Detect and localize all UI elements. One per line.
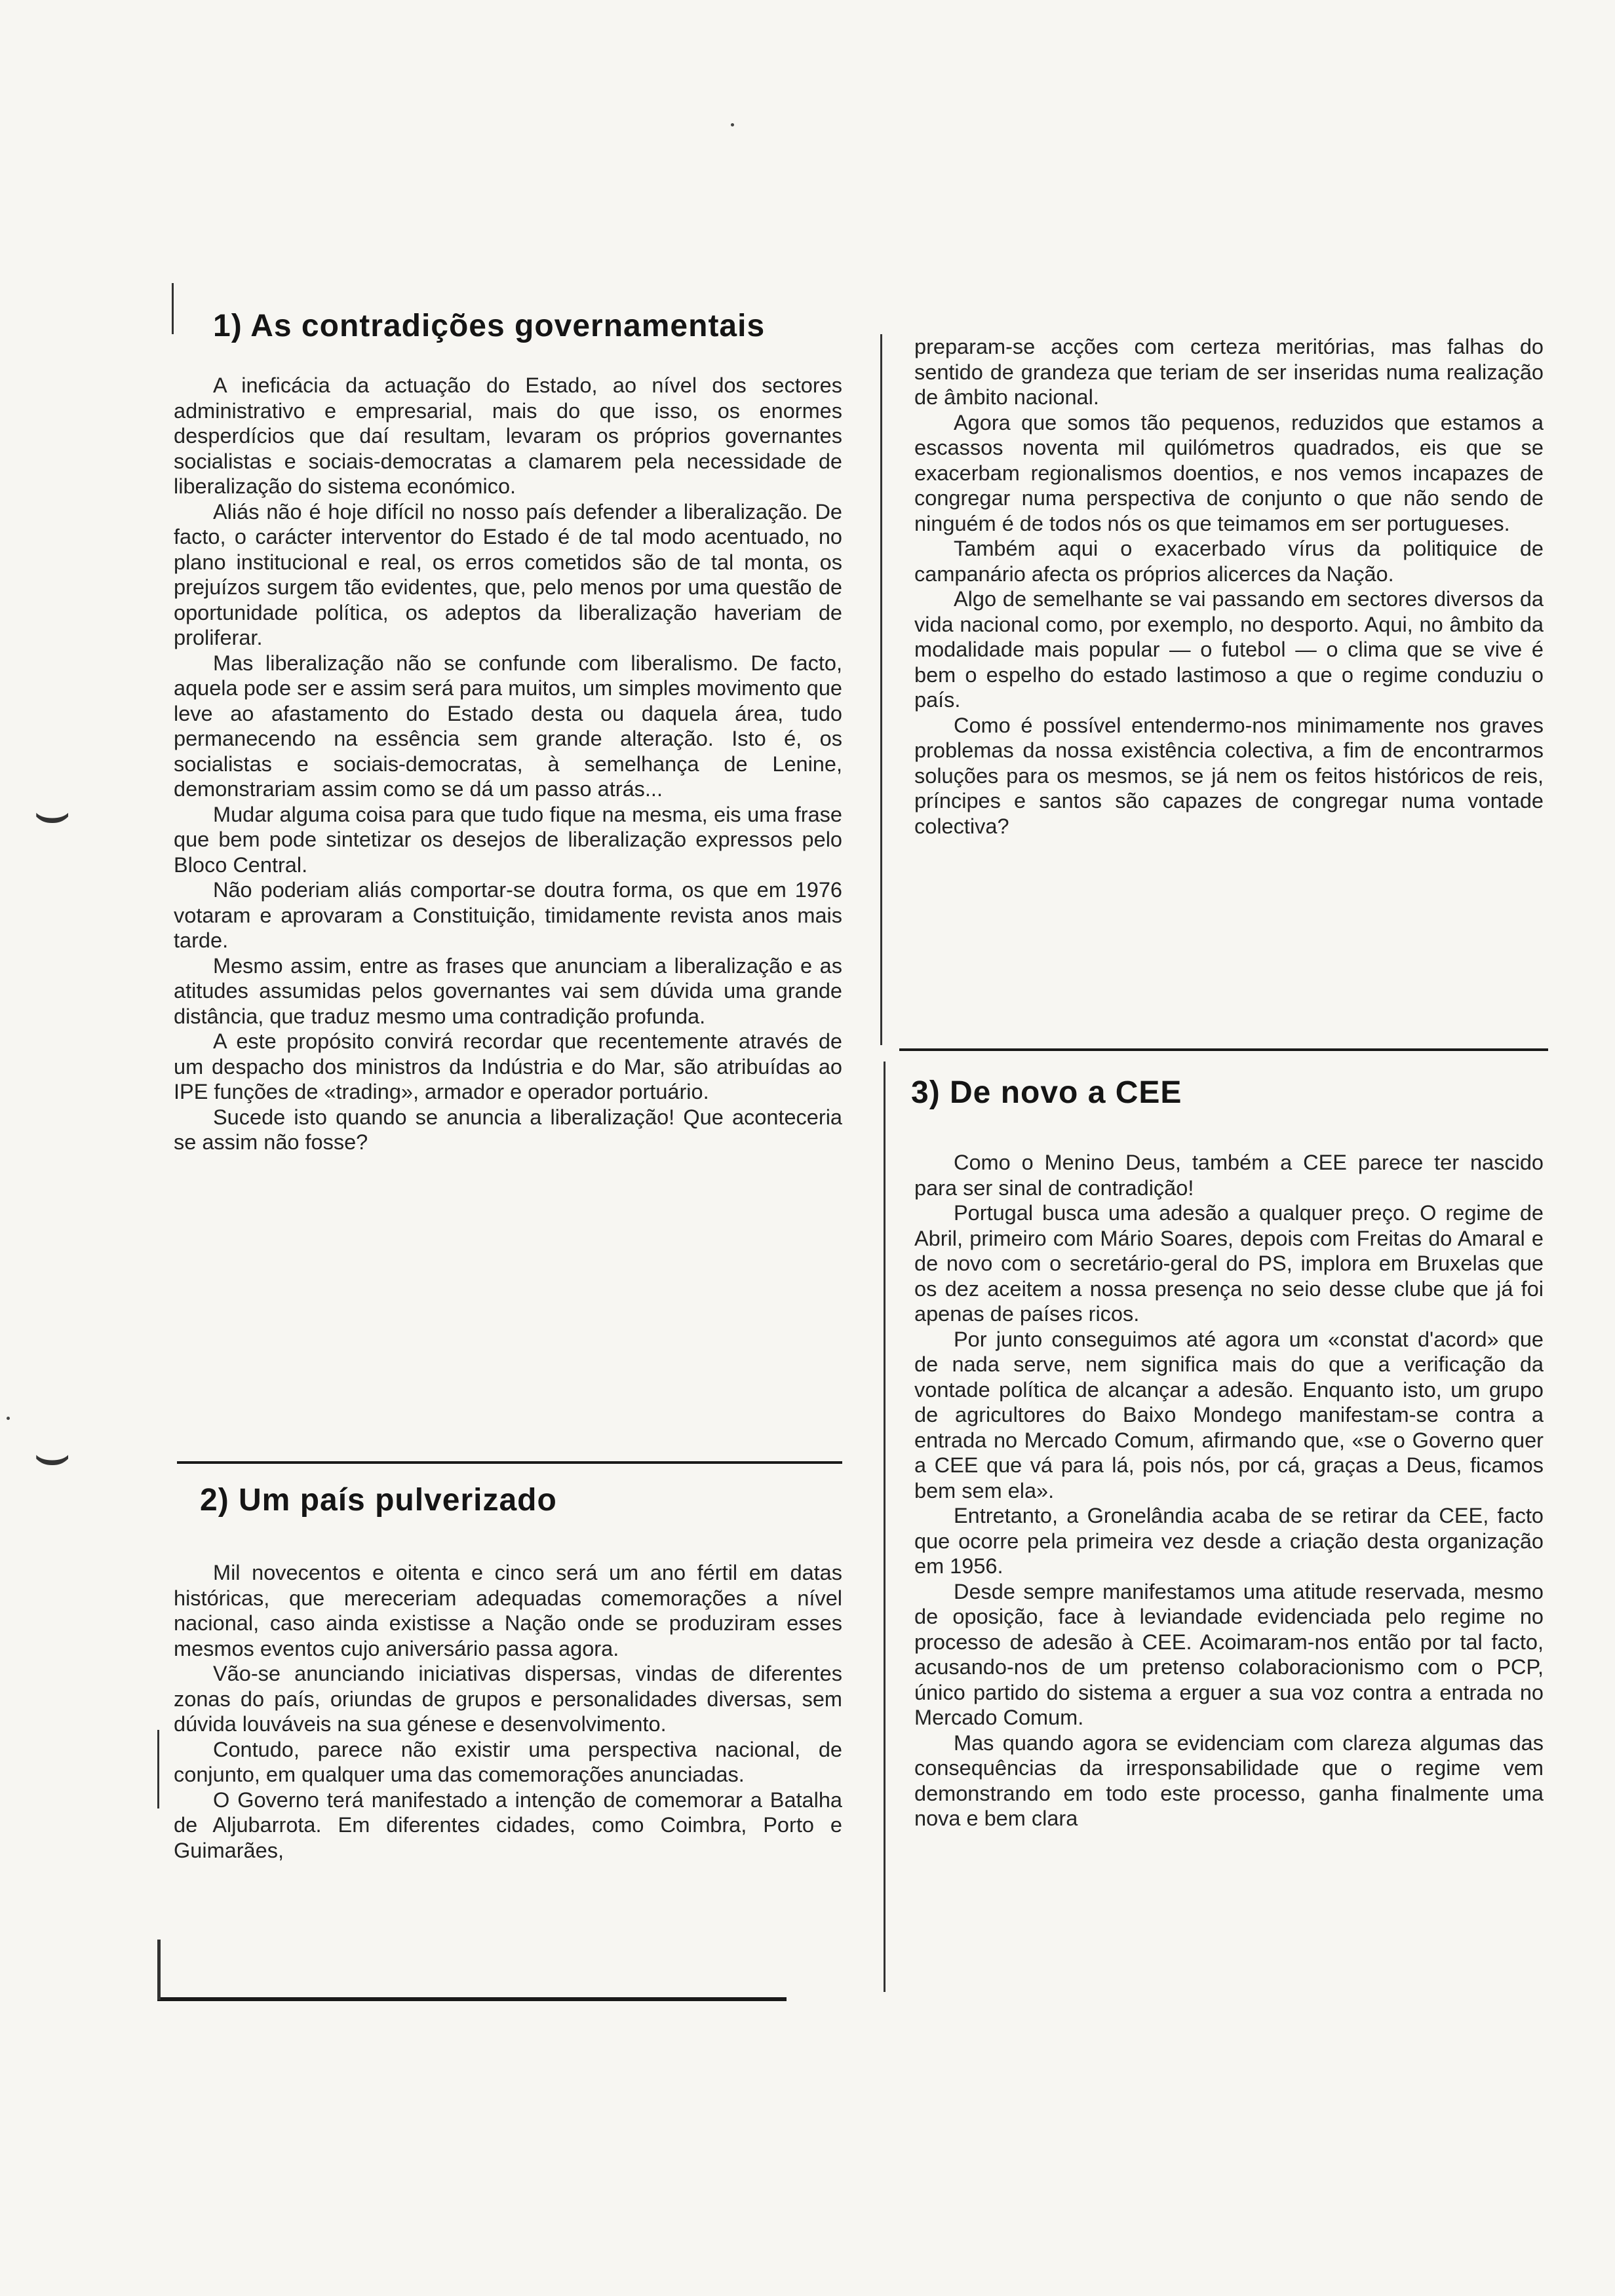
paragraph: Sucede isto quando se anuncia a liberalização! Que aconteceria se assim não fosse? [174,1105,842,1154]
section-3 [911,1075,1544,1831]
paragraph: Vão-se anunciando iniciativas dispersas, vindas de diferentes zonas do país, oriundas de grupos e personalidades diversas, sem dúvida louváveis na sua génese e desenvolvimento. [174,1662,842,1736]
speck [731,123,734,126]
binder-hole-mark: ⌣ [33,780,72,845]
column-separator [880,334,882,1045]
left-column [174,308,842,1171]
paragraph: Agora que somos tão pequenos, reduzidos que estamos a escassos noventa mil quilómetros quadrados, eis que se exacerbam regionalismos doentios, e nos vemos incapazes de congregar numa perspectiva de conjunto o que não sendo de ninguém é de todos nós os que teimamos em ser portugueses. [914,410,1544,535]
binder-hole-mark: ⌣ [33,1422,72,1487]
column-separator [884,1062,885,1992]
paragraph: Mas quando agora se evidenciam com clareza algumas das consequências da irresponsabilidade que o regime vem demonstrando em todo este processo, ganha finalmente uma nova e bem clara [914,1731,1544,1830]
paragraph: A este propósito convirá recordar que recentemente através de um despacho dos ministros da Indústria e do Mar, são atribuídas ao IPE funções de «trading», armador e operador portuário. [174,1029,842,1103]
paragraph: Mesmo assim, entre as frases que anunciam a liberalização e as atitudes assumidas pelos governantes vai sem dúvida uma grande distância, que traduz mesmo uma contradição profunda. [174,953,842,1028]
margin-line [157,1940,161,2000]
paragraph: Como o Menino Deus, também a CEE parece ter nascido para ser sinal de contradição! [914,1151,1544,1200]
section-2 [174,1482,842,1863]
section-3-title: 3) De novo a CEE [911,1075,1182,1110]
paragraph: Por junto conseguimos até agora um «constat d'acord» que de nada serve, nem significa mais do que a verificação da vontade política de alcançar a adesão. Enquanto isto, um grupo de agricultores do Baixo Mondego manifestam-se contra a entrada no Mercado Comum, afirmando que, «se o Governo quer a CEE que vá para lá, pois nós, por cá, graças a Deus, ficamos bem sem ela». [914,1327,1544,1502]
paragraph: Também aqui o exacerbado vírus da politiquice de campanário afecta os próprios alicerces da Nação. [914,537,1544,586]
section-1 [174,308,842,1155]
right-column-lower [911,1075,1544,1847]
section-1-title: 1) As contradições governamentais [213,309,766,343]
paragraph: Como é possível entendermo-nos minimamente nos graves problemas da nossa existência colectiva, a fim de encontrarmos soluções para os mesmos, se já nem os feitos históricos de reis, príncipes e santos são capazes de congregar numa vontade colectiva? [914,713,1544,838]
section-2-continued [914,334,1544,839]
margin-line [157,1730,159,1808]
right-column [914,334,1544,854]
paragraph: O Governo terá manifestado a intenção de comemorar a Batalha de Aljubarrota. Em diferentes cidades, como Coimbra, Porto e Guimarães, [174,1788,842,1862]
paragraph: Mudar alguma coisa para que tudo fique na mesma, eis uma frase que bem pode sintetizar os desejos de liberalização expressos pelo Bloco Central. [174,802,842,877]
left-column-lower [174,1482,842,1879]
paragraph: Algo de semelhante se vai passando em sectores diversos da vida nacional como, por exemplo, no desporto. Aqui, no âmbito da modalidade mais popular — o futebol — o clima que se vive é bem o espelho do estado lastimoso a que o regime conduziu o país. [914,587,1544,712]
paragraph: Não poderiam aliás comportar-se doutra forma, os que em 1976 votaram e aprovaram a Constituição, timidamente revista anos mais tarde. [174,878,842,952]
paragraph: Aliás não é hoje difícil no nosso país defender a liberalização. De facto, o carácter interventor do Estado é de tal modo acentuado, no plano institucional e real, os erros cometidos são de tal monta, os prejuízos surgem tão evidentes, que, pelo menos por uma questão de oportunidade política, os adeptos da liberalização haveriam de proliferar. [174,499,842,649]
paragraph: Contudo, parece não existir uma perspectiva nacional, de conjunto, em qualquer uma das comemorações anunciadas. [174,1737,842,1786]
section-divider [177,1461,842,1464]
section-2-title: 2) Um país pulverizado [200,1483,557,1518]
paragraph: Mil novecentos e oitenta e cinco será um ano fértil em datas históricas, que mereceriam adequadas comemorações a nível nacional, caso ainda existisse a Nação onde se produziram esses mesmos eventos cujo aniversário passa agora. [174,1561,842,1660]
bottom-rule [157,1997,787,2001]
paragraph: Entretanto, a Gronelândia acaba de se retirar da CEE, facto que ocorre pela primeira vez desde a criação desta organização em 1956. [914,1504,1544,1578]
paragraph: A ineficácia da actuação do Estado, ao nível dos sectores administrativo e empresarial, mais do que isso, os enormes desperdícios que daí resultam, levaram os próprios governantes socialistas e sociais-democratas a clamarem pela necessidade de liberalização do sistema económico. [174,373,842,498]
paragraph: Mas liberalização não se confunde com liberalismo. De facto, aquela pode ser e assim será para muitos, um simples movimento que leve ao afastamento do Estado desta ou daquela área, tudo permanecendo na essência sem grande alteração. Isto é, os socialistas e sociais-democratas, à semelhança de Lenine, demonstrariam assim como se dá um passo atrás... [174,651,842,801]
paragraph: preparam-se acções com certeza meritórias, mas falhas do sentido de grandeza que teriam de ser inseridas numa realização de âmbito nacional. [914,335,1544,409]
paragraph: Desde sempre manifestamos uma atitude reservada, mesmo de oposição, face à leviandade evidenciada pelo regime no processo de adesão à CEE. Acoimaram-nos então por tal facto, acusando-nos de um pretenso colaboracionismo com o PCP, único partido do sistema a erguer a sua voz contra a entrada no Mercado Comum. [914,1579,1544,1729]
speck [7,1417,10,1420]
section-divider [899,1048,1548,1051]
paragraph: Portugal busca uma adesão a qualquer preço. O regime de Abril, primeiro com Mário Soares, depois com Freitas do Amaral e de novo com o secretário-geral do PS, implora em Bruxelas que os dez aceitem a nossa presença no seio desse clube que já foi apenas de países ricos. [914,1201,1544,1326]
